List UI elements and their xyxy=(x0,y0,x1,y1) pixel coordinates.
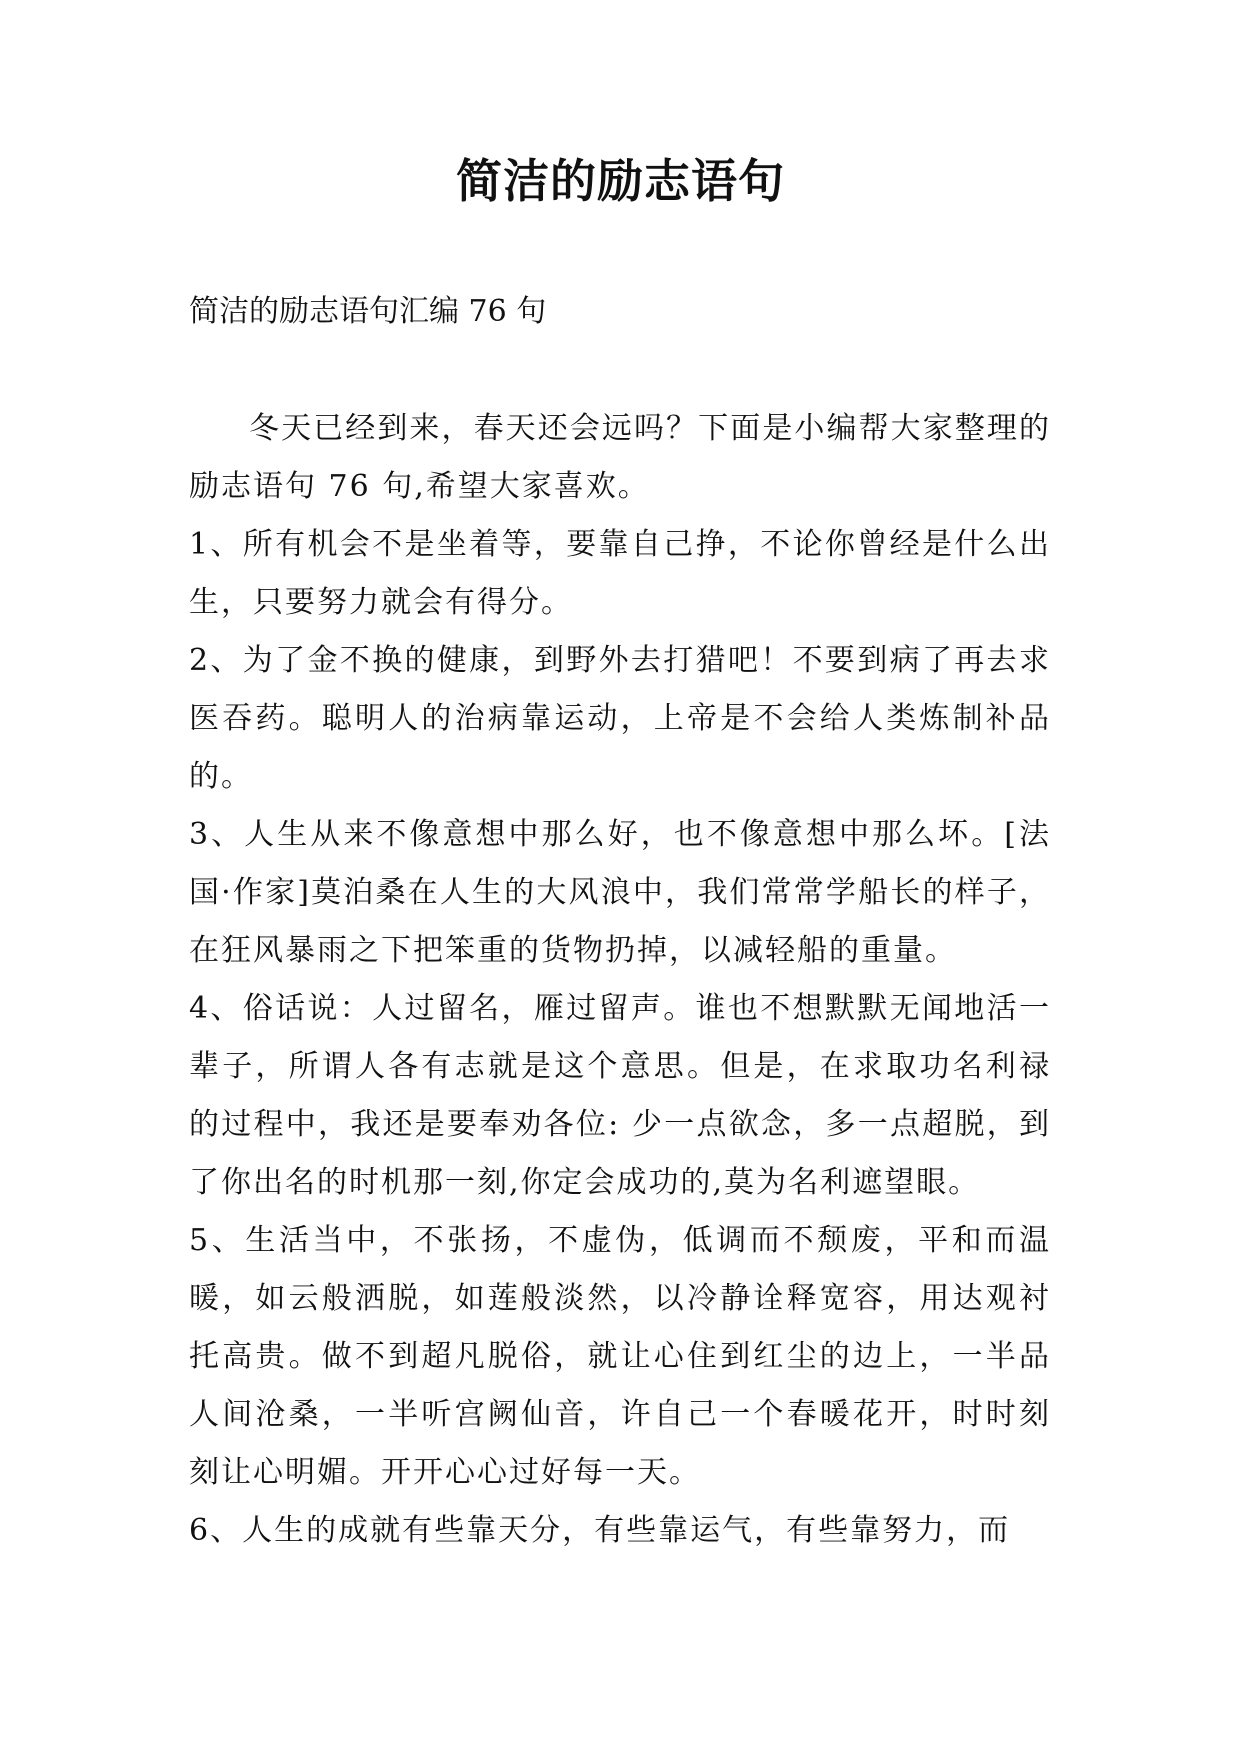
intro-paragraph: 冬天已经到来，春天还会远吗？下面是小编帮大家整理的励志语句 76 句,希望大家喜欢。 xyxy=(189,411,1051,504)
list-item: 4、俗话说：人过留名，雁过留声。谁也不想默默无闻地活一辈子，所谓人各有志就是这个意思。但是，在求取功名利禄的过程中，我还是要奉劝各位: 少一点欲念，多一点超脱，到了你出名的时机那一刻,你定会成功的,莫为名利遮望眼。 xyxy=(189,991,1051,1200)
list-item: 3、人生从来不像意想中那么好，也不像意想中那么坏。[法国·作家]莫泊桑在人生的大风浪中，我们常常学船长的样子，在狂风暴雨之下把笨重的货物扔掉，以减轻船的重量。 xyxy=(189,817,1051,968)
document-title: 简洁的励志语句 xyxy=(456,154,785,208)
list-item: 6、人生的成就有些靠天分，有些靠运气，有些靠努力，而 xyxy=(189,1513,1011,1548)
list-item: 1、所有机会不是坐着等，要靠自己挣，不论你曾经是什么出生，只要努力就会有得分。 xyxy=(189,527,1051,620)
list-item: 2、为了金不换的健康，到野外去打猎吧！不要到病了再去求医吞药。聪明人的治病靠运动，上帝是不会给人类炼制补品的。 xyxy=(189,643,1051,794)
list-item: 5、生活当中，不张扬，不虚伪，低调而不颓废，平和而温暖，如云般洒脱，如莲般淡然，以冷静诠释宽容，用达观衬托高贵。做不到超凡脱俗，就让心住到红尘的边上，一半品人间沧桑，一半听宫阙仙音，许自己一个春暖花开，时时刻刻让心明媚。开开心心过好每一天。 xyxy=(189,1223,1051,1490)
document-body xyxy=(189,400,1051,1560)
document-subtitle: 简洁的励志语句汇编 76 句 xyxy=(189,294,547,329)
